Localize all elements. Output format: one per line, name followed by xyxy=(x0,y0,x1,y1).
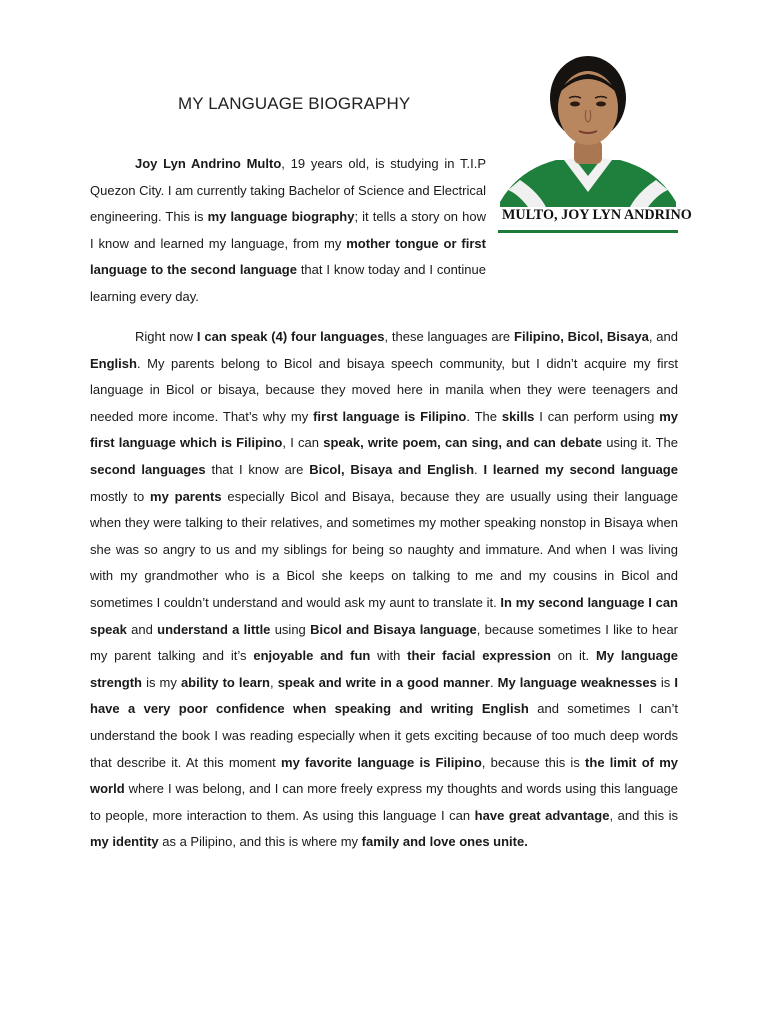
text-run: on it. xyxy=(550,648,597,664)
text-run: , and this is xyxy=(609,807,678,823)
text-run: , I can xyxy=(282,435,324,451)
text-run: ; it tells a story on how I know and learned my language, from my xyxy=(90,209,486,251)
bold-text-run: my language biography xyxy=(207,209,355,225)
bold-text-run: my parents xyxy=(150,488,222,504)
bold-text-run: their facial expression xyxy=(407,648,551,664)
text-run: that I know are xyxy=(205,461,310,477)
text-run: . The xyxy=(466,408,502,424)
bold-text-run: Bicol, Bisaya and English xyxy=(309,461,475,477)
bold-text-run: I have a very poor confidence when speaking and writing English xyxy=(90,674,678,717)
bold-text-run: speak and write in a good manner xyxy=(277,674,490,690)
bold-text-run: my identity xyxy=(90,834,159,850)
intro-paragraph xyxy=(90,151,486,311)
bold-text-run: My language strength xyxy=(90,648,678,690)
text-run: and sometimes I can’t understand the book I was reading especially when it gets exciting because of too much deep words that describe it. At this moment xyxy=(90,701,678,770)
bold-text-run: I learned my second language xyxy=(483,461,678,477)
bold-text-run: my first language which is Filipino xyxy=(90,408,678,451)
text-run: using xyxy=(270,621,311,637)
text-run: with xyxy=(370,648,408,664)
text-run: , and xyxy=(648,329,678,344)
text-run: is my xyxy=(142,674,181,690)
bold-text-run: skills xyxy=(501,408,535,424)
bold-text-run: English xyxy=(90,355,137,371)
text-run: . xyxy=(489,674,498,690)
bold-text-run: Bicol and Bisaya language xyxy=(310,621,477,637)
text-run: where I was belong, and I can more freely express my thoughts and words using this language to people, more interaction to them. As using this language I can xyxy=(90,781,678,823)
bold-text-run: enjoyable and fun xyxy=(253,648,371,664)
body-paragraph xyxy=(90,324,678,856)
bold-text-run: understand a little xyxy=(157,621,271,637)
text-run: is xyxy=(656,674,675,690)
bold-text-run: mother tongue or first language to the second language xyxy=(90,235,486,278)
bold-text-run: speak, write poem, can sing, and can debate xyxy=(323,435,602,451)
bold-text-run: my favorite language is Filipino xyxy=(281,754,482,770)
text-run: , because this is xyxy=(481,754,586,770)
bold-text-run: Joy Lyn Andrino Multo xyxy=(135,156,282,171)
text-run: I can perform using xyxy=(534,408,660,424)
bold-text-run: My language weaknesses xyxy=(497,674,657,690)
text-run: mostly to xyxy=(90,488,151,504)
document-title: MY LANGUAGE BIOGRAPHY xyxy=(178,94,411,113)
text-run: , because sometimes I like to hear my parent talking and it’s xyxy=(90,621,679,664)
text-run: that I know today and I continue learning every day. xyxy=(90,262,486,304)
bold-text-run: ability to learn xyxy=(180,674,270,690)
text-run: . My parents belong to Bicol and bisaya speech community, but I didn’t acquire my first language in Bicol or bisaya, because they moved here in manila when they were teenagers and needed more income. That’s why my xyxy=(90,355,678,424)
bold-text-run: have great advantage xyxy=(474,807,610,823)
caption-underline xyxy=(498,230,678,233)
text-run: especially Bicol and Bisaya, because they are usually using their language when they were talking to their relatives, and sometimes my mother speaking nonstop in Bisaya when she was so angry to us and my siblings for being so naughty and immature. And when I was living with my grandmother who is a Bicol she keeps on talking to me and my cousins in Bicol and sometimes I couldn’t understand and would ask my aunt to translate it. xyxy=(90,488,678,610)
text-run: , xyxy=(270,674,278,690)
text-run: . xyxy=(474,461,484,477)
bold-text-run: second languages xyxy=(90,461,206,477)
text-run: and xyxy=(126,621,158,637)
photo-caption: MULTO, JOY LYN ANDRINO xyxy=(502,207,692,223)
text-run: as a Pilipino, and this is where my xyxy=(158,834,362,850)
text-run: using it. The xyxy=(602,435,679,451)
text-run: Right now xyxy=(135,329,197,344)
bold-text-run: In my second language I can speak xyxy=(90,594,678,637)
bold-text-run: Filipino, Bicol, Bisaya xyxy=(514,329,649,344)
text-run: , these languages are xyxy=(384,329,515,344)
bold-text-run: first language is Filipino xyxy=(313,408,467,424)
bold-text-run: the limit of my world xyxy=(90,754,678,797)
bold-text-run: I can speak (4) four languages xyxy=(196,329,385,344)
text-run: , 19 years old, is studying in T.I.P Quezon City. I am currently taking Bachelor of Science and Electrical engineering. This is xyxy=(90,156,486,225)
bold-text-run: family and love ones unite. xyxy=(361,834,528,850)
